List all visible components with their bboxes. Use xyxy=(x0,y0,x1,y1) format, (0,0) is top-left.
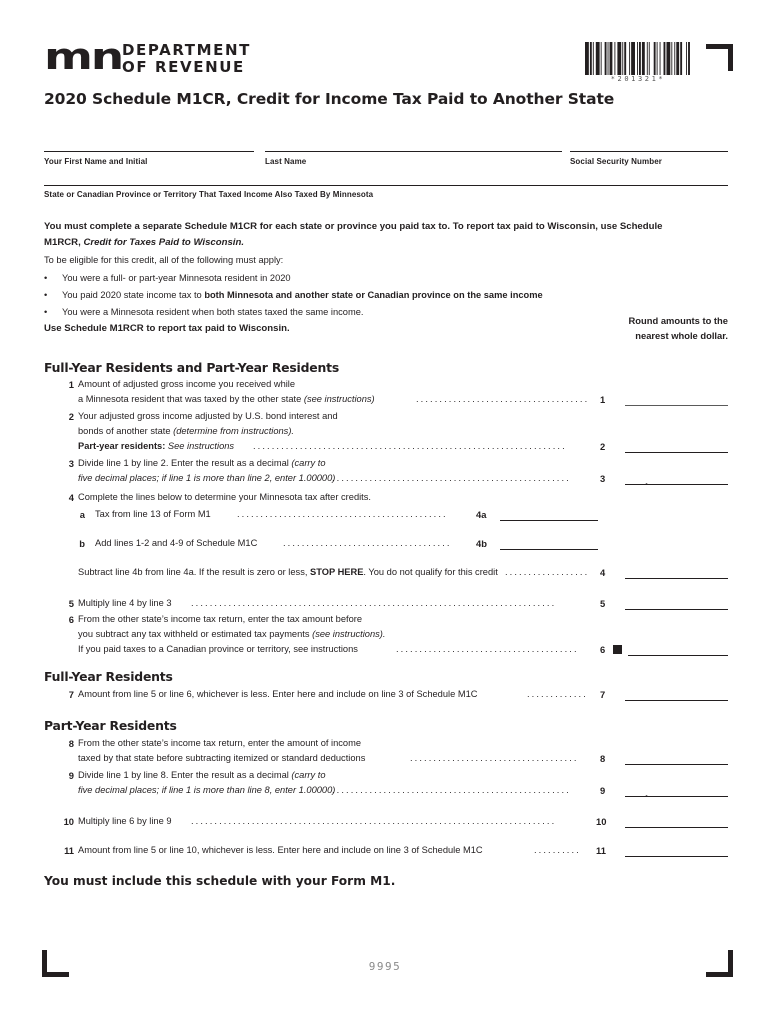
eligibility-bullet-2-text: You paid 2020 state income tax to both Minnesota and another state or Canadian province on the same income xyxy=(62,290,543,300)
bullet-dot-icon: • xyxy=(44,307,48,317)
mn-revenue-logo xyxy=(44,35,123,78)
round-amounts-note xyxy=(578,313,728,343)
barcode xyxy=(585,42,691,75)
line-1-answer-field[interactable] xyxy=(625,405,728,406)
line-4b-right-number: 4b xyxy=(476,538,487,549)
intro-lead-line2 xyxy=(44,236,734,250)
closing-note: You must include this schedule with your Form M1. xyxy=(44,874,396,888)
line-6-text-a: From the other state’s income tax return, enter the tax amount before xyxy=(78,614,363,624)
line-5-leader: .............................................................................. xyxy=(191,598,557,608)
intro-lead-line2-plain: M1RCR, xyxy=(44,237,84,248)
line-6-answer-field[interactable] xyxy=(628,655,728,656)
line-10-right-number: 10 xyxy=(596,816,607,827)
line-8-answer-field[interactable] xyxy=(625,764,728,765)
last-name-label: Last Name xyxy=(265,157,307,166)
line-9-right-number: 9 xyxy=(600,785,606,796)
line-3-text-a: Divide line 1 by line 2. Enter the result as a decimal (carry to xyxy=(78,458,326,468)
eligibility-bullet-3-text: You were a Minnesota resident when both states taxed the same income. xyxy=(62,307,364,317)
line-6-text-b: you subtract any tax withheld or estimated tax payments (see instructions). xyxy=(78,629,386,639)
eligibility-bullet-1 xyxy=(44,271,734,285)
line-9-number: 9 xyxy=(68,770,74,781)
registration-mark-top-right xyxy=(706,44,733,71)
line-8-right-number: 8 xyxy=(600,753,606,764)
line-2-number: 2 xyxy=(68,411,74,422)
line-3-answer-field[interactable] xyxy=(625,484,728,485)
line-6-canadian-checkbox[interactable] xyxy=(613,645,622,654)
line-4-subtract-text: Subtract line 4b from line 4a. If the result is zero or less, STOP HERE. You do not qualify for this credit xyxy=(78,567,498,577)
line-3-text-b: five decimal places; if line 1 is more than line 2, enter 1.00000) xyxy=(78,473,336,483)
footer-code: 9995 xyxy=(368,960,402,973)
first-name-rule xyxy=(44,151,254,152)
line-6-text-c: If you paid taxes to a Canadian province or territory, see instructions xyxy=(78,644,358,654)
line-4b-answer-field[interactable] xyxy=(500,549,598,550)
line-10-leader: .............................................................................. xyxy=(191,816,557,826)
line-3-number: 3 xyxy=(68,458,74,469)
bullet-dot-icon: • xyxy=(44,273,48,283)
line-10-answer-field[interactable] xyxy=(625,827,728,828)
section-heading-full-year: Full-Year Residents xyxy=(44,669,173,684)
line-9-text-a: Divide line 1 by line 8. Enter the result as a decimal (carry to xyxy=(78,770,326,780)
agency-name xyxy=(122,42,251,76)
intro-lead-line2-italic: Credit for Taxes Paid to Wisconsin. xyxy=(83,237,245,248)
line-9-leader: ................................................... xyxy=(332,785,571,795)
line-11-answer-field[interactable] xyxy=(625,856,728,857)
line-4-number: 4 xyxy=(68,492,74,503)
round-note-line1: Round amounts to the xyxy=(628,315,728,326)
line-8-text-b: taxed by that state before subtracting itemized or standard deductions xyxy=(78,753,366,763)
line-7-leader: ............. xyxy=(527,689,588,699)
line-4-right-number: 4 xyxy=(600,567,606,578)
line-11-text: Amount from line 5 or line 10, whichever is less. Enter here and include on line 3 of Schedule M1C xyxy=(78,845,483,855)
line-4a-leader: ............................................. xyxy=(237,509,448,519)
intro-lead-line1: You must complete a separate Schedule M1CR for each state or province you paid tax to. To report tax paid to Wisconsin, use Schedule xyxy=(44,221,663,232)
section-heading-full-and-part: Full-Year Residents and Part-Year Residents xyxy=(44,360,339,375)
line-4a-text: Tax from line 13 of Form M1 xyxy=(95,509,211,519)
line-6-number: 6 xyxy=(68,614,74,625)
bullet-dot-icon: • xyxy=(44,290,48,300)
state-taxed-rule xyxy=(44,185,728,186)
state-taxed-label: State or Canadian Province or Territory That Taxed Income Also Taxed By Minnesota xyxy=(44,190,374,199)
ssn-rule xyxy=(570,151,728,152)
line-9-text-b: five decimal places; if line 1 is more than line 8, enter 1.00000) xyxy=(78,785,336,795)
line-1-leader: ..................................... xyxy=(416,394,590,404)
line-4a-answer-field[interactable] xyxy=(500,520,598,521)
line-5-number: 5 xyxy=(68,598,74,609)
agency-name-line2: OF REVENUE xyxy=(122,58,245,76)
line-3-leader: ................................................... xyxy=(332,473,571,483)
agency-name-line1: DEPARTMENT xyxy=(122,41,251,59)
last-name-rule xyxy=(265,151,562,152)
first-name-label: Your First Name and Initial xyxy=(44,157,148,166)
line-1-number: 1 xyxy=(68,379,74,390)
line-2-text-a: Your adjusted gross income adjusted by U.S. bond interest and xyxy=(78,411,338,421)
mn-logo-mark: mn xyxy=(44,35,123,78)
round-note-line2: nearest whole dollar. xyxy=(635,330,728,341)
line-2-answer-field[interactable] xyxy=(625,452,728,453)
line-1-text-b: a Minnesota resident that was taxed by the other state (see instructions) xyxy=(78,394,375,404)
barcode-value: *201321* xyxy=(610,75,666,83)
line-7-number: 7 xyxy=(68,689,74,700)
line-2-leader: ................................................................... xyxy=(253,441,567,451)
line-8-number: 8 xyxy=(68,738,74,749)
line-7-answer-field[interactable] xyxy=(625,700,728,701)
line-5-answer-field[interactable] xyxy=(625,609,728,610)
section-heading-part-year: Part-Year Residents xyxy=(44,718,177,733)
line-8-text-a: From the other state’s income tax return, enter the amount of income xyxy=(78,738,362,748)
line-7-right-number: 7 xyxy=(600,689,606,700)
line-2-right-number: 2 xyxy=(600,441,606,452)
wisconsin-note: Use Schedule M1RCR to report tax paid to Wisconsin. xyxy=(44,323,290,334)
line-4b-letter: b xyxy=(79,538,85,549)
line-10-text: Multiply line 6 by line 9 xyxy=(78,816,172,826)
eligibility-bullet-1-text: You were a full- or part-year Minnesota resident in 2020 xyxy=(62,273,291,283)
line-3-right-number: 3 xyxy=(600,473,606,484)
line-8-leader: .................................... xyxy=(410,753,579,763)
line-5-text: Multiply line 4 by line 3 xyxy=(78,598,172,608)
line-11-leader: .......... xyxy=(534,845,581,855)
line-4-answer-field[interactable] xyxy=(625,578,728,579)
ssn-label: Social Security Number xyxy=(570,157,663,166)
line-4a-right-number: 4a xyxy=(476,509,487,520)
eligibility-intro: To be eligible for this credit, all of the following must apply: xyxy=(44,255,284,265)
line-6-leader: ....................................... xyxy=(396,644,579,654)
line-4a-letter: a xyxy=(79,509,85,520)
line-11-number: 11 xyxy=(64,845,74,856)
line-4-text-a: Complete the lines below to determine your Minnesota tax after credits. xyxy=(78,492,371,502)
line-6-right-number: 6 xyxy=(600,644,606,655)
line-7-text: Amount from line 5 or line 6, whichever is less. Enter here and include on line 3 of Schedule M1C xyxy=(78,689,478,699)
line-1-text-a: Amount of adjusted gross income you received while xyxy=(78,379,296,389)
eligibility-bullet-2 xyxy=(44,288,734,302)
barcode-bars xyxy=(585,42,691,75)
line-11-right-number: 11 xyxy=(596,845,606,856)
line-4b-leader: .................................... xyxy=(283,538,452,548)
line-1-right-number: 1 xyxy=(600,394,606,405)
line-5-right-number: 5 xyxy=(600,598,606,609)
line-10-number: 10 xyxy=(63,816,74,827)
line-2-text-c: Part-year residents: See instructions xyxy=(78,441,235,451)
line-9-decimal-mark: . xyxy=(645,788,649,800)
line-3-decimal-mark: . xyxy=(645,476,649,488)
line-9-answer-field[interactable] xyxy=(625,796,728,797)
line-4b-text: Add lines 1-2 and 4-9 of Schedule M1C xyxy=(95,538,258,548)
line-4-leader: .................. xyxy=(505,567,590,577)
page-title: 2020 Schedule M1CR, Credit for Income Tax Paid to Another State xyxy=(44,90,615,108)
line-2-text-b: bonds of another state (determine from instructions). xyxy=(78,426,295,436)
